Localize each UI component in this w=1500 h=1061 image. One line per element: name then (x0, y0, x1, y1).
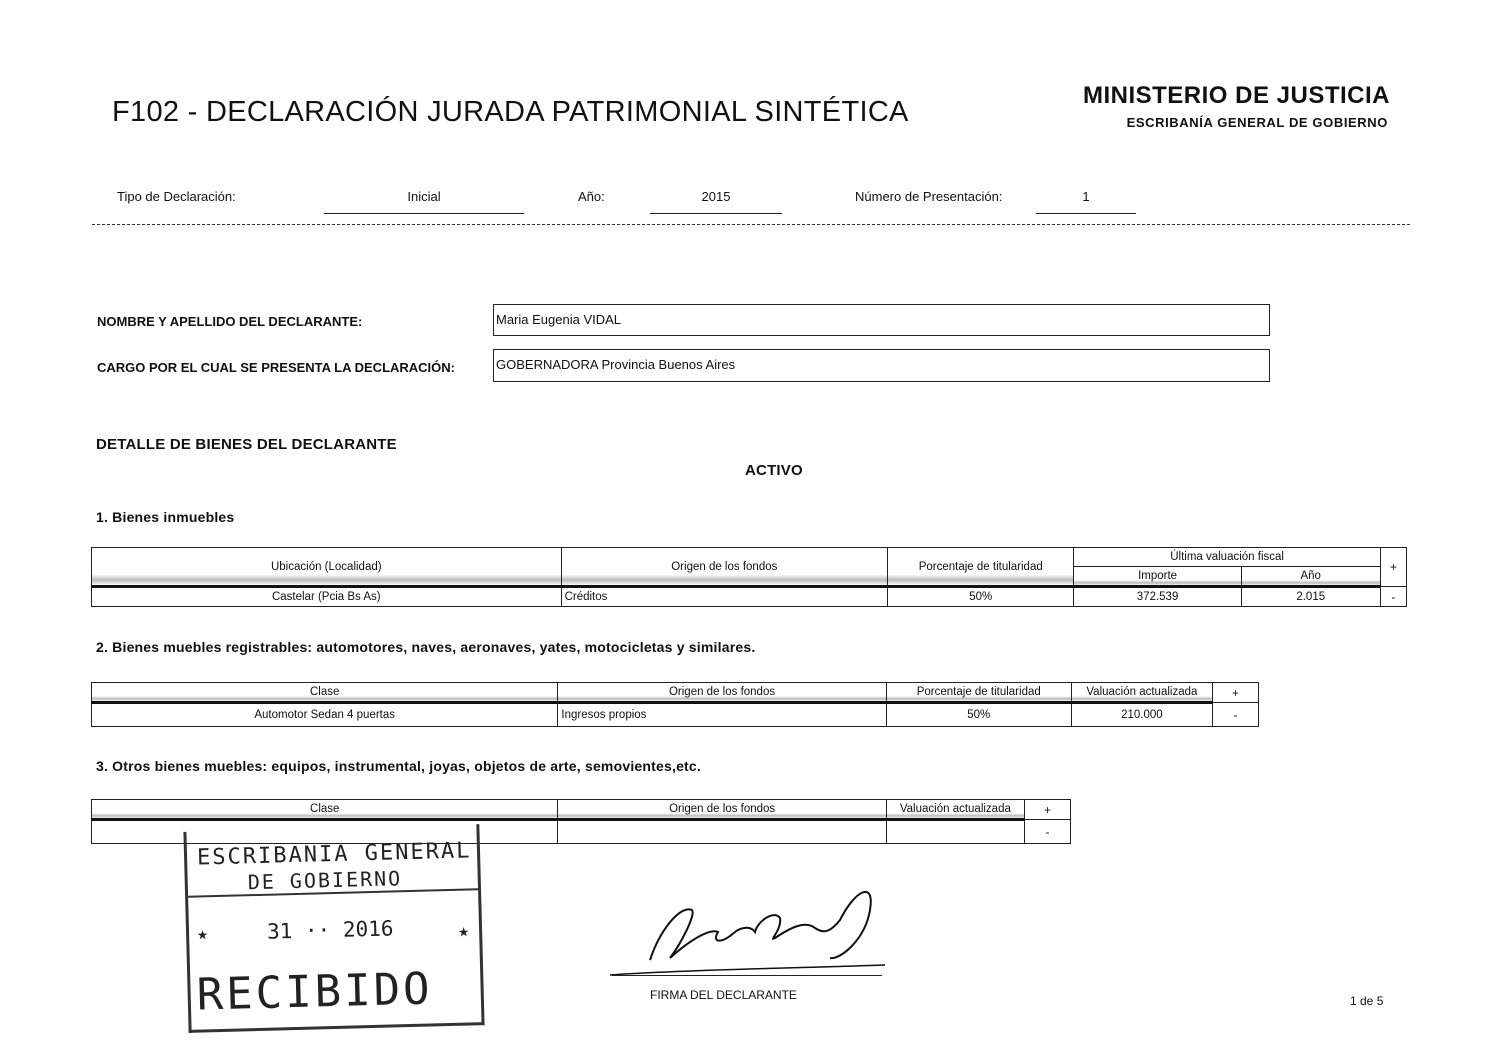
col-origen: Origen de los fondos (558, 800, 886, 820)
stamp-date: 31 ·· 2016 (266, 916, 394, 944)
col-valuacion: Valuación actualizada (886, 800, 1024, 820)
col-valuacion: Última valuación fiscal (1074, 548, 1380, 567)
signature-icon (600, 870, 900, 1000)
section-3-title: 3. Otros bienes muebles: equipos, instrumental, joyas, objetos de arte, semovientes,etc. (96, 758, 701, 774)
col-origen: Origen de los fondos (561, 548, 887, 587)
header-divider (92, 224, 1410, 225)
cell-porcentaje[interactable]: 50% (888, 587, 1074, 607)
stamp-line-1: ESCRIBANIA GENERAL (196, 838, 472, 871)
cell-valuacion[interactable] (886, 820, 1024, 844)
cell-clase[interactable]: Automotor Sedan 4 puertas (92, 703, 558, 727)
remove-row-button[interactable]: - (1212, 703, 1258, 727)
numero-label: Número de Presentación: (855, 189, 1003, 204)
add-row-button[interactable]: + (1212, 683, 1258, 703)
activo-heading: ACTIVO (745, 462, 803, 479)
nombre-field[interactable]: Maria Eugenia VIDAL (493, 304, 1270, 336)
col-clase: Clase (92, 683, 558, 703)
inmuebles-table (91, 547, 1407, 607)
tipo-label: Tipo de Declaración: (117, 189, 236, 204)
anio-underline (650, 213, 782, 214)
automotores-table (91, 682, 1259, 727)
numero-underline (1036, 213, 1136, 214)
detalle-heading: DETALLE DE BIENES DEL DECLARANTE (96, 436, 397, 453)
col-porcentaje: Porcentaje de titularidad (886, 683, 1071, 703)
cell-porcentaje[interactable]: 50% (886, 703, 1071, 727)
tipo-value: Inicial (407, 189, 441, 204)
ministry-name: MINISTERIO DE JUSTICIA (1082, 82, 1390, 109)
col-valuacion: Valuación actualizada (1071, 683, 1212, 703)
cell-origen[interactable]: Ingresos propios (558, 703, 886, 727)
tipo-underline (324, 213, 524, 214)
anio-label: Año: (578, 189, 605, 204)
office-name: ESCRIBANÍA GENERAL DE GOBIERNO (1126, 115, 1388, 130)
stamp-line-2: DE GOBIERNO (247, 866, 403, 895)
cargo-label: CARGO POR EL CUAL SE PRESENTA LA DECLARACIÓN: (97, 360, 456, 375)
cell-ubicacion[interactable]: Castelar (Pcia Bs As) (92, 587, 562, 607)
col-clase: Clase (92, 800, 558, 820)
remove-row-button[interactable]: - (1024, 820, 1070, 844)
cell-valuacion[interactable]: 210.000 (1071, 703, 1212, 727)
cargo-field[interactable]: GOBERNADORA Provincia Buenos Aires (493, 349, 1270, 382)
page-number: 1 de 5 (1350, 994, 1384, 1008)
anio-value: 2015 (701, 189, 731, 204)
table-header-row (92, 683, 1259, 703)
form-title: F102 - DECLARACIÓN JURADA PATRIMONIAL SINTÉTICA (112, 96, 909, 128)
signature-line (612, 975, 882, 976)
star-icon: ★ (457, 920, 470, 942)
col-porcentaje: Porcentaje de titularidad (888, 548, 1074, 587)
add-row-button[interactable]: + (1024, 800, 1070, 820)
remove-row-button[interactable]: - (1380, 587, 1406, 607)
table-header-row (92, 548, 1407, 567)
cell-anio[interactable]: 2.015 (1241, 587, 1380, 607)
firma-label: FIRMA DEL DECLARANTE (650, 988, 797, 1002)
numero-value: 1 (1082, 189, 1090, 204)
section-1-title: 1. Bienes inmuebles (96, 509, 235, 525)
star-icon: ★ (196, 923, 209, 945)
cell-importe[interactable]: 372.539 (1074, 587, 1241, 607)
received-stamp (183, 824, 484, 1033)
table-row (92, 587, 1407, 607)
section-2-title: 2. Bienes muebles registrables: automotores, naves, aeronaves, yates, motocicletas y similares. (96, 639, 756, 655)
col-anio: Año (1241, 567, 1380, 587)
add-row-button[interactable]: + (1380, 548, 1406, 587)
col-origen: Origen de los fondos (558, 683, 886, 703)
table-header-row (92, 800, 1071, 820)
cell-origen[interactable] (558, 820, 886, 844)
stamp-received: RECIBIDO (196, 963, 434, 1021)
col-ubicacion: Ubicación (Localidad) (92, 548, 562, 587)
nombre-label: NOMBRE Y APELLIDO DEL DECLARANTE: (97, 314, 363, 329)
cell-origen[interactable]: Créditos (561, 587, 887, 607)
col-importe: Importe (1074, 567, 1241, 587)
table-row (92, 703, 1259, 727)
